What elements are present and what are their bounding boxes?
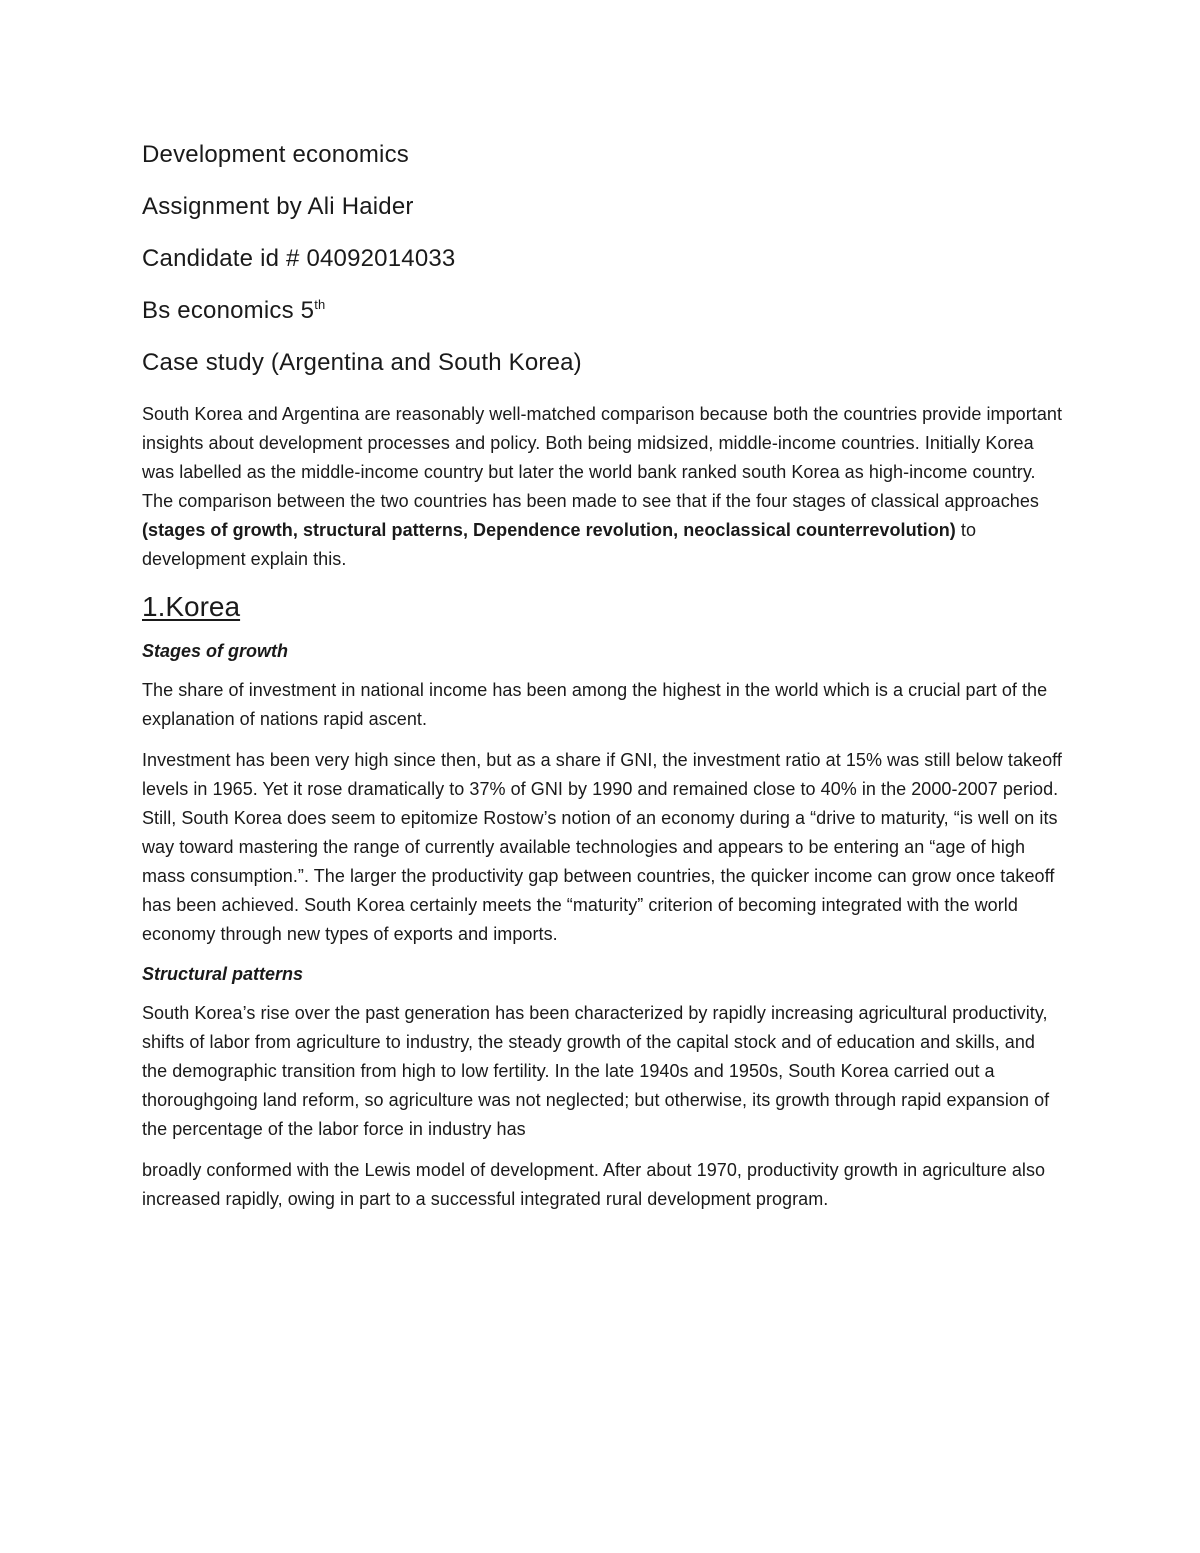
case-study-line: Case study (Argentina and South Korea): [142, 349, 582, 376]
program-superscript: th: [314, 297, 326, 312]
subheading-structural-patterns: Structural patterns: [142, 964, 304, 984]
intro-text: South Korea and Argentina are reasonably well-matched comparison because both the countries provide important insights about development processes and policy. Both being midsized, middle-income countries. Initially Korea was labelled as the middle-income country but later the world bank ranked south Korea as high-income country. The comparison between the two countries has been made to see that if the four stages of classical approaches: [142, 404, 1062, 511]
stages-paragraph-1: The share of investment in national income has been among the highest in the world which is a crucial part of the explanation of nations rapid ascent.: [142, 680, 1048, 729]
course-title: Development economics: [142, 141, 409, 168]
candidate-id-line: Candidate id # 04092014033: [142, 245, 456, 272]
subheading-stages-of-growth: Stages of growth: [142, 641, 289, 661]
structural-paragraph-2: broadly conformed with the Lewis model of development. After about 1970, productivity growth in agriculture also increased rapidly, owing in part to a successful integrated rural development program.: [142, 1160, 1046, 1209]
structural-paragraph-1: South Korea’s rise over the past generation has been characterized by rapidly increasing agricultural productivity, shifts of labor from agriculture to industry, the steady growth of the capital stock and of education and skills, and the demographic transition from high to low fertility. In the late 1940s and 1950s, South Korea carried out a thoroughgoing land reform, so agriculture was not neglected; but otherwise, its growth through rapid expansion of the percentage of the labor force in industry has: [142, 1003, 1050, 1139]
stages-paragraph-2: Investment has been very high since then, but as a share if GNI, the investment ratio at 15% was still below takeoff levels in 1965. Yet it rose dramatically to 37% of GNI by 1990 and remained close to 40% in the 2000-2007 period. Still, South Korea does seem to epitomize Rostow’s notion of an economy during a “drive to maturity, “is well on its way toward mastering the range of currently available technologies and appears to be entering an “age of high mass consumption.”. The larger the productivity gap between countries, the quicker income can grow once takeoff has been achieved. South Korea certainly meets the “maturity” criterion of becoming integrated with the world economy through new types of exports and imports.: [142, 750, 1062, 944]
program-line: [142, 296, 1062, 326]
intro-bold-approaches: (stages of growth, structural patterns, Dependence revolution, neoclassical counterrevolution): [142, 520, 956, 540]
intro-text-end: to development explain this.: [142, 520, 977, 569]
document-header: [142, 140, 1062, 378]
author-line: Assignment by Ali Haider: [142, 193, 414, 220]
section-heading-korea: 1.Korea: [142, 591, 241, 622]
document-page: [142, 140, 1062, 1226]
intro-paragraph: [142, 400, 1062, 574]
program-text: Bs economics 5: [142, 297, 315, 324]
